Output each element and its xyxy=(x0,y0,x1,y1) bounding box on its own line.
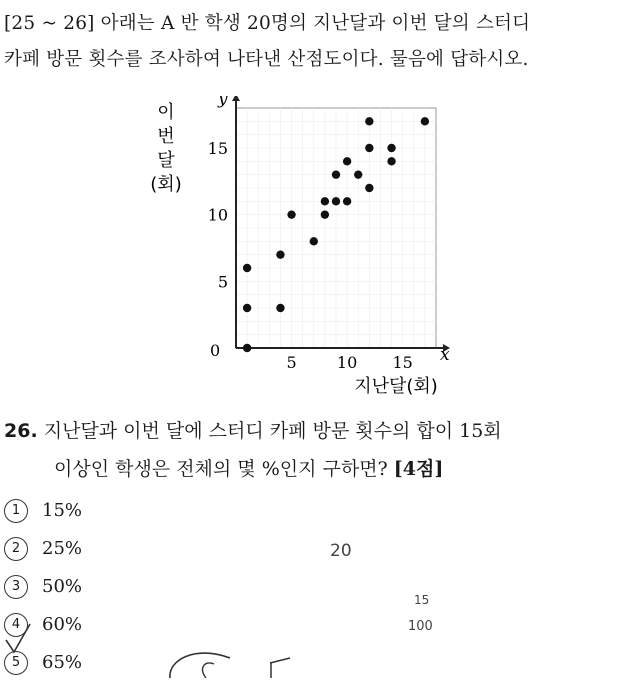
x-tick-label: 10 xyxy=(336,353,358,372)
choice-5[interactable] xyxy=(4,644,82,682)
scatter-point xyxy=(243,304,251,312)
scatter-point xyxy=(332,170,340,178)
passage-intro xyxy=(4,6,620,78)
x-axis-label: 지난달(회) xyxy=(354,376,438,396)
y-tick-label: 15 xyxy=(207,139,228,158)
scatter-point xyxy=(387,144,395,152)
scribble-stroke-icon xyxy=(270,658,290,678)
choice-mark-5: 5 xyxy=(4,651,28,675)
choice-4[interactable] xyxy=(4,606,82,644)
scatter-point xyxy=(365,144,373,152)
scatter-point xyxy=(354,170,362,178)
scatter-point xyxy=(321,210,329,218)
choice-mark-4: 4 xyxy=(4,613,28,637)
choice-mark-1: 1 xyxy=(4,499,28,523)
scatter-point xyxy=(276,304,284,312)
intro-line-1: [25 ~ 26] 아래는 A 반 학생 20명의 지난달과 이번 달의 스터디 xyxy=(4,13,531,34)
scatter-point xyxy=(365,184,373,192)
origin-label: 0 xyxy=(210,341,221,360)
note-15: 15 xyxy=(414,593,430,607)
scribble-curve-icon xyxy=(170,653,230,678)
choice-text-4: 60% xyxy=(42,614,83,635)
note-20: 20 xyxy=(330,541,352,561)
choice-1[interactable] xyxy=(4,492,82,530)
scatter-plot xyxy=(150,96,470,396)
scatter-point xyxy=(343,197,351,205)
choice-text-3: 50% xyxy=(42,576,83,597)
choice-text-1: 15% xyxy=(42,500,83,521)
y-axis-arrow-icon xyxy=(232,96,240,101)
scatter-point xyxy=(276,250,284,258)
note-100: 100 xyxy=(408,619,433,634)
question-line-2: 이상인 학생은 전체의 몇 %인지 구하면? xyxy=(54,458,388,480)
x-axis-symbol: x xyxy=(440,345,450,365)
choice-mark-3: 3 xyxy=(4,575,28,599)
scatter-point xyxy=(243,264,251,272)
y-axis-label: 달 xyxy=(157,150,175,171)
scatter-point xyxy=(310,237,318,245)
scatter-point xyxy=(343,157,351,165)
choice-text-2: 25% xyxy=(42,538,83,559)
question-line-1: 지난달과 이번 달에 스터디 카페 방문 횟수의 합이 15회 xyxy=(43,420,502,442)
scatter-point xyxy=(332,197,340,205)
scatter-point xyxy=(365,117,373,125)
x-tick-label: 15 xyxy=(392,353,413,372)
scatter-point xyxy=(243,344,251,352)
scatter-point xyxy=(421,117,429,125)
y-axis-label: (회) xyxy=(150,174,182,195)
y-axis-symbol: y xyxy=(218,96,228,109)
choice-3[interactable] xyxy=(4,568,82,606)
choice-2[interactable] xyxy=(4,530,82,568)
question-points: [4점] xyxy=(393,458,444,480)
y-axis-label: 번 xyxy=(157,126,175,147)
scribble-loop-icon xyxy=(202,663,214,678)
y-tick-label: 10 xyxy=(207,205,228,225)
answer-choices xyxy=(4,492,82,682)
scatter-point xyxy=(321,197,329,205)
question-number: 26. xyxy=(4,420,38,442)
intro-line-2: 카페 방문 횟수를 조사하여 나타낸 산점도이다. 물음에 답하시오. xyxy=(4,49,529,70)
y-axis-label: 이 xyxy=(157,102,175,123)
y-tick-label: 5 xyxy=(217,272,228,292)
scatter-point xyxy=(387,157,395,165)
scatter-point xyxy=(287,210,295,218)
choice-text-5: 65% xyxy=(42,652,83,673)
x-tick-label: 5 xyxy=(286,353,297,372)
choice-mark-2: 2 xyxy=(4,537,28,561)
question-26 xyxy=(4,412,620,488)
